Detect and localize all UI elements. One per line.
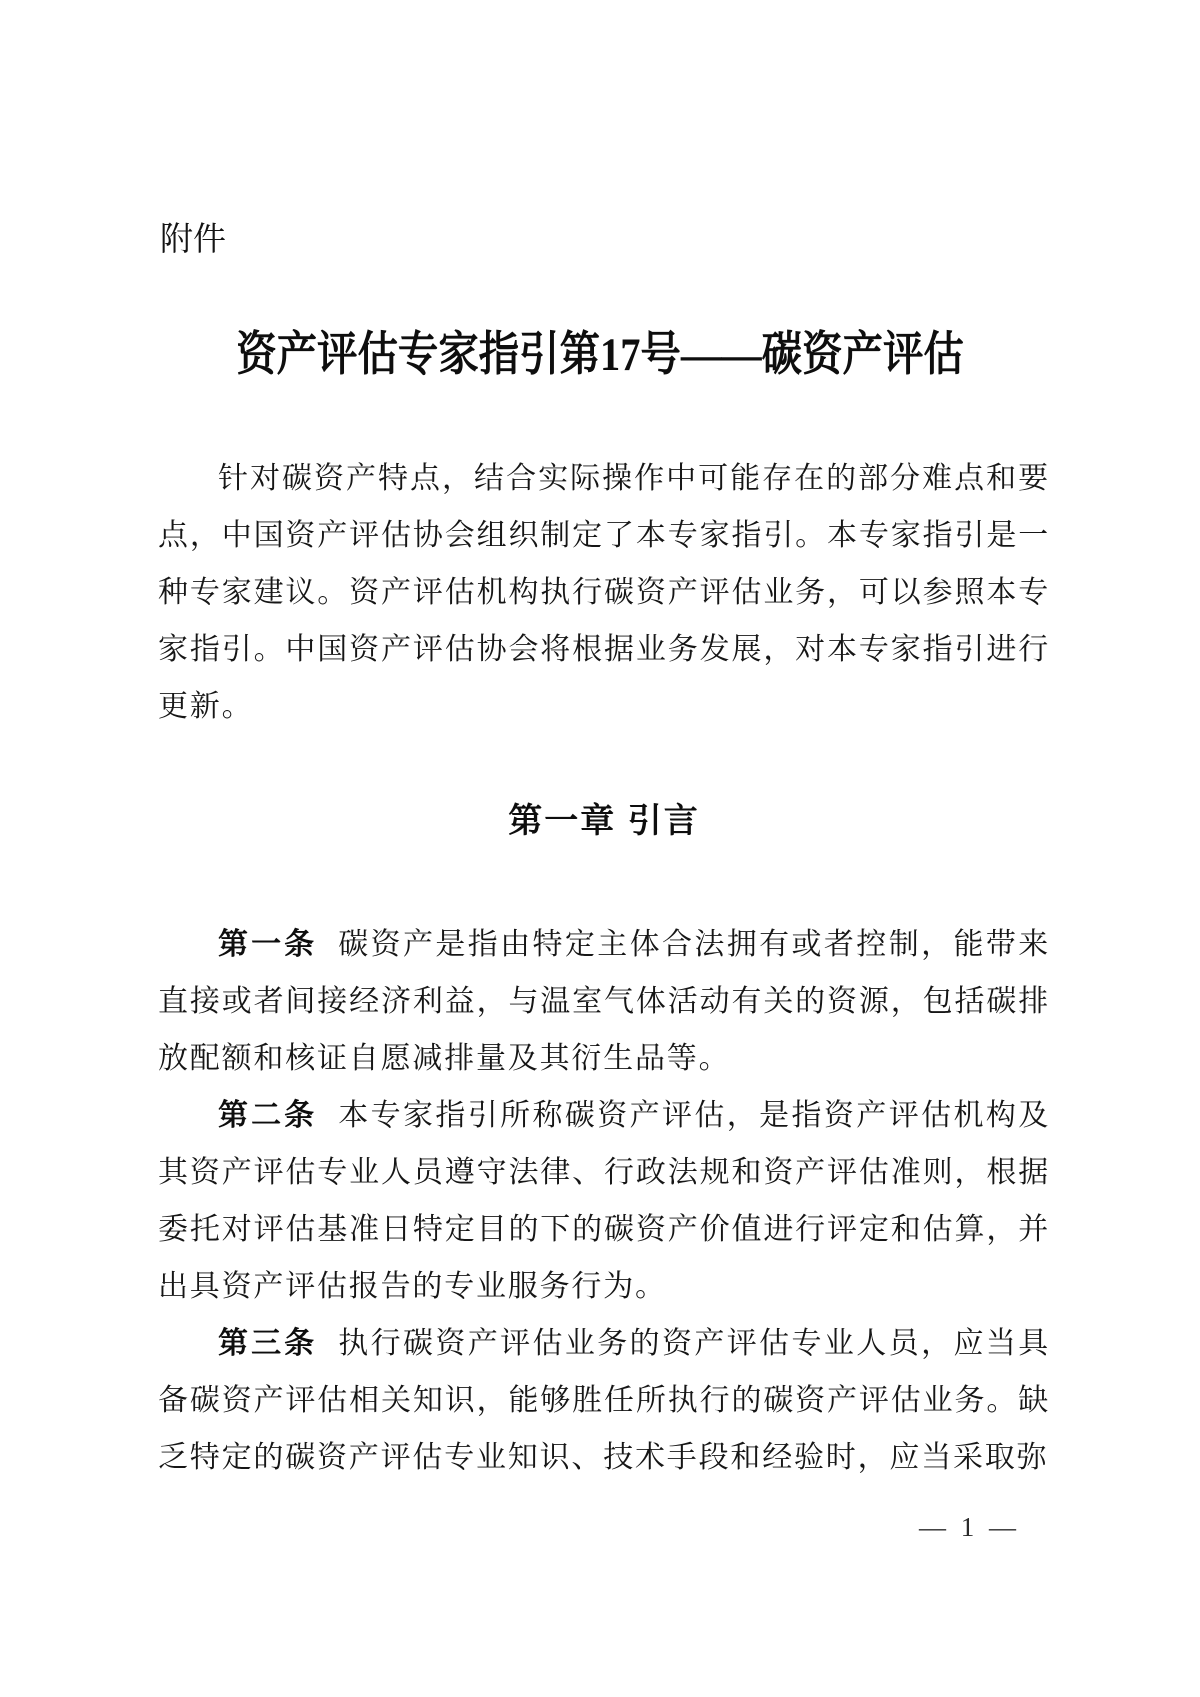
article-2-text: 本专家指引所称碳资产评估，是指资产评估机构及其资产评估专业人员遵守法律、行政法规和资产评估准则，根据委托对评估基准日特定目的下的碳资产价值进行评定和估算，并出具资产评估报告的专业服务行为。: [158, 1099, 1051, 1303]
document-title: 资产评估专家指引第17号——碳资产评估: [236, 329, 964, 381]
article-1-text: 碳资产是指由特定主体合法拥有或者控制，能带来直接或者间接经济利益，与温室气体活动有关的资源，包括碳排放配额和核证自愿减排量及其衍生品等。: [158, 928, 1051, 1075]
article-3-text: 执行碳资产评估业务的资产评估专业人员，应当具备碳资产评估相关知识，能够胜任所执行的碳资产评估业务。缺乏特定的碳资产评估专业知识、技术手段和经验时，应当采取弥: [158, 1327, 1051, 1474]
chapter-heading: 第一章 引言: [508, 802, 700, 840]
article-1-number-label: 第一条: [218, 928, 318, 961]
document-body: [158, 450, 1050, 1486]
attachment-label: 附件: [160, 220, 226, 257]
intro-paragraph: 针对碳资产特点，结合实际操作中可能存在的部分难点和要点，中国资产评估协会组织制定了本专家指引。本专家指引是一种专家建议。资产评估机构执行碳资产评估业务，可以参照本专家指引。中国资产评估协会将根据业务发展，对本专家指引进行更新。: [158, 462, 1050, 723]
article-3-number-label: 第三条: [218, 1327, 318, 1360]
article-paragraph-3: [158, 1315, 1050, 1486]
page-number: — 1 —: [919, 1512, 1020, 1542]
article-2-number-label: 第二条: [218, 1099, 318, 1132]
article-paragraph-1: [158, 916, 1050, 1087]
articles-section: [158, 916, 1050, 1486]
article-paragraph-2: [158, 1087, 1050, 1315]
